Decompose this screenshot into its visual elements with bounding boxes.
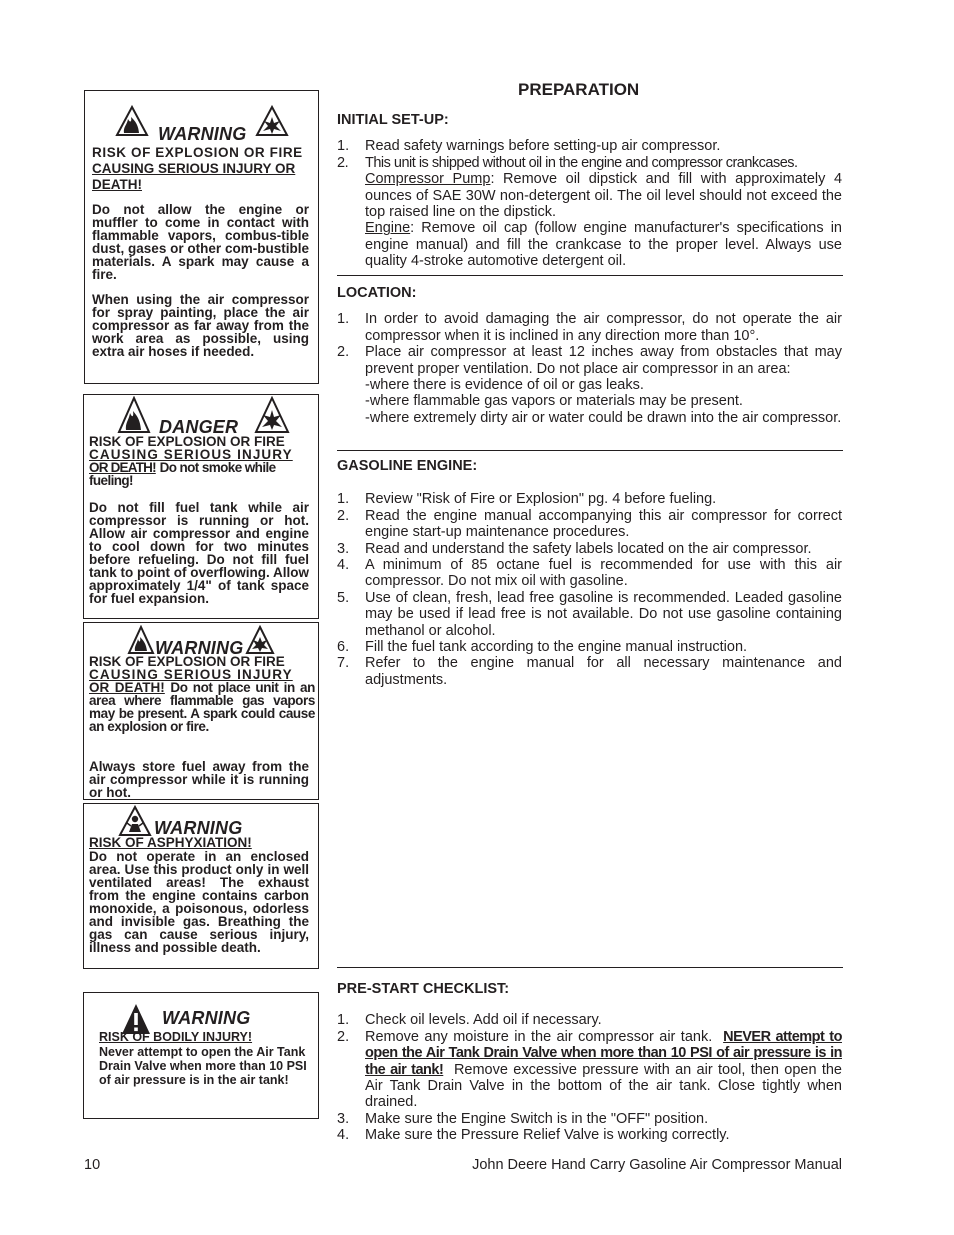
hazard-title: RISK OF EXPLOSION OR FIRE CAUSING SERIOUS INJURY OR DEATH! Do not smoke while fueling! bbox=[89, 434, 293, 488]
signal-word: WARNING bbox=[158, 124, 247, 144]
warning-box-flammable-vapors bbox=[83, 622, 319, 800]
list-item: 1. Read safety warnings before setting-up air compressor. bbox=[337, 138, 721, 155]
warning-box-explosion-engine bbox=[84, 90, 319, 384]
explosion-hazard-icon bbox=[245, 625, 275, 655]
warning-box-asphyxiation bbox=[83, 803, 319, 969]
section-gasoline-engine bbox=[337, 458, 842, 688]
section-location bbox=[337, 285, 842, 426]
list-item: 1. Check oil levels. Add oil if necessary. bbox=[337, 1012, 602, 1029]
page-number: 10 bbox=[84, 1157, 101, 1173]
hazard-paragraph: Do not fill fuel tank while air compressor is running or hot. Allow air compressor and engine to cool down for two minutes before refueling. Do not fill fuel tank to point of overflowing. Allow approximately 1/4" of tank space for fuel expansion. bbox=[89, 500, 309, 606]
section-divider bbox=[337, 275, 843, 276]
hazard-paragraph: Always store fuel away from the air compressor while it is running or hot. bbox=[89, 759, 309, 800]
section-heading: LOCATION: bbox=[337, 285, 417, 301]
section-prestart-checklist bbox=[337, 981, 842, 1144]
list-item: 2. Place air compressor at least 12 inches away from obstacles that may prevent proper ventilation. Do not place air compressor in an area: -where there is evidence of oil or gas leaks. -where flammable gas vapors or materials may be present. -where extremely dirty air or water could be drawn into the air compressor. bbox=[337, 344, 842, 426]
list-item: 1. Review "Risk of Fire or Explosion" pg. 4 before fueling. bbox=[337, 491, 717, 508]
list-item: 3. Make sure the Engine Switch is in the "OFF" position. bbox=[337, 1110, 709, 1127]
list-item: 1. In order to avoid damaging the air compressor, do not operate the air compressor when it is inclined in any direction more than 10°. bbox=[337, 311, 842, 344]
location-list bbox=[337, 311, 842, 426]
warning-box-bodily-injury bbox=[83, 992, 319, 1119]
section-divider bbox=[337, 450, 843, 451]
gasoline-list bbox=[337, 491, 842, 688]
signal-word: WARNING bbox=[155, 638, 244, 658]
hazard-paragraph: Do not operate in an enclosed area. Use this product only in well ventilated areas! The exhaust from the engine contains carbon monoxide, a poisonous, odorless and invisible gas. Breathing the gas can cause serious injury, illness and possible death. bbox=[89, 849, 309, 955]
signal-word: WARNING bbox=[162, 1008, 251, 1028]
fire-hazard-icon bbox=[127, 625, 155, 655]
list-item: 5. Use of clean, fresh, lead free gasoline is recommended. Leaded gasoline may be used if lead free is not available. Do not use gasoline containing methanol or alcohol. bbox=[337, 589, 842, 639]
initial-setup-list bbox=[337, 138, 842, 269]
section-heading: PRE-START CHECKLIST: bbox=[337, 981, 510, 997]
hazard-paragraph: When using the air compressor for spray painting, place the air compressor as far away from the work area as possible, using extra air hoses if needed. bbox=[92, 292, 309, 359]
danger-box-fueling bbox=[83, 394, 319, 619]
list-item: 4. A minimum of 85 octane fuel is recommended for use with this air compressor. Do not mix oil with gasoline. bbox=[337, 557, 842, 590]
list-item: 2. Remove any moisture in the air compressor air tank. NEVER attempt to open the Air Tank Drain Valve when more than 10 PSI of air pressure is in the air tank! Remove excessive pressure with an air tool, then open the Air Tank Drain Valve in the bottom of the air tank. Close tightly when drained. bbox=[337, 1028, 842, 1111]
prestart-list bbox=[337, 1012, 842, 1143]
list-item-continuation: Engine: Remove oil cap (follow engine manufacturer's specifications in engine manual) and fill the crankcase to the proper level. Always use quality 4-stroke automotive detergent oil. bbox=[365, 220, 842, 270]
page-title: PREPARATION bbox=[518, 80, 640, 99]
section-heading: INITIAL SET-UP: bbox=[337, 112, 449, 128]
hazard-paragraph: Never attempt to open the Air Tank Drain Valve when more than 10 PSI of air pressure is in the air tank! bbox=[99, 1045, 307, 1087]
fire-hazard-icon bbox=[117, 396, 151, 434]
signal-word: WARNING bbox=[154, 818, 243, 838]
list-item: 6. Fill the fuel tank according to the engine manual instruction. bbox=[337, 639, 748, 656]
list-item: 4. Make sure the Pressure Relief Valve is working correctly. bbox=[337, 1127, 730, 1144]
hazard-title: RISK OF ASPHYXIATION! bbox=[89, 835, 252, 850]
asphyxiation-hazard-icon bbox=[118, 805, 152, 837]
explosion-hazard-icon bbox=[255, 105, 289, 137]
hazard-paragraph: Do not allow the engine or muffler to come in contact with flammable vapors, combus-tible dust, gases or other com-bustible materials. A spark may cause a fire. bbox=[92, 202, 309, 282]
hazard-title: RISK OF EXPLOSION OR FIRE CAUSING SERIOUS INJURY OR DEATH! Do not place unit in an area where flammable gas vapors may be present. A spark could cause an explosion or fire. bbox=[89, 654, 315, 734]
section-divider bbox=[337, 967, 843, 968]
manual-title: John Deere Hand Carry Gasoline Air Compressor Manual bbox=[472, 1157, 842, 1173]
list-item: 3. Read and understand the safety labels located on the air compressor. bbox=[337, 540, 812, 557]
signal-word: DANGER bbox=[159, 417, 239, 437]
explosion-hazard-icon bbox=[254, 396, 290, 434]
list-item-continuation: Compressor Pump: Remove oil dipstick and fill with approximately 4 ounces of SAE 30W non-detergent oil. The oil level should not exceed the top raised line on the dipstick. bbox=[365, 171, 843, 221]
list-item: 7. Refer to the engine manual for all necessary maintenance and adjustments. bbox=[337, 655, 842, 688]
section-heading: GASOLINE ENGINE: bbox=[337, 458, 478, 474]
fire-hazard-icon bbox=[115, 105, 149, 137]
list-item: 2. Read the engine manual accompanying this air compressor for correct engine start-up maintenance procedures. bbox=[337, 507, 842, 541]
section-initial-setup bbox=[337, 112, 842, 270]
hazard-title: RISK OF BODILY INJURY! bbox=[99, 1030, 253, 1044]
hazard-title: RISK OF EXPLOSION OR FIRE CAUSING SERIOUS INJURY OR DEATH! bbox=[92, 145, 303, 192]
list-item: 2. This unit is shipped without oil in the engine and compressor crankcases. bbox=[337, 154, 798, 171]
